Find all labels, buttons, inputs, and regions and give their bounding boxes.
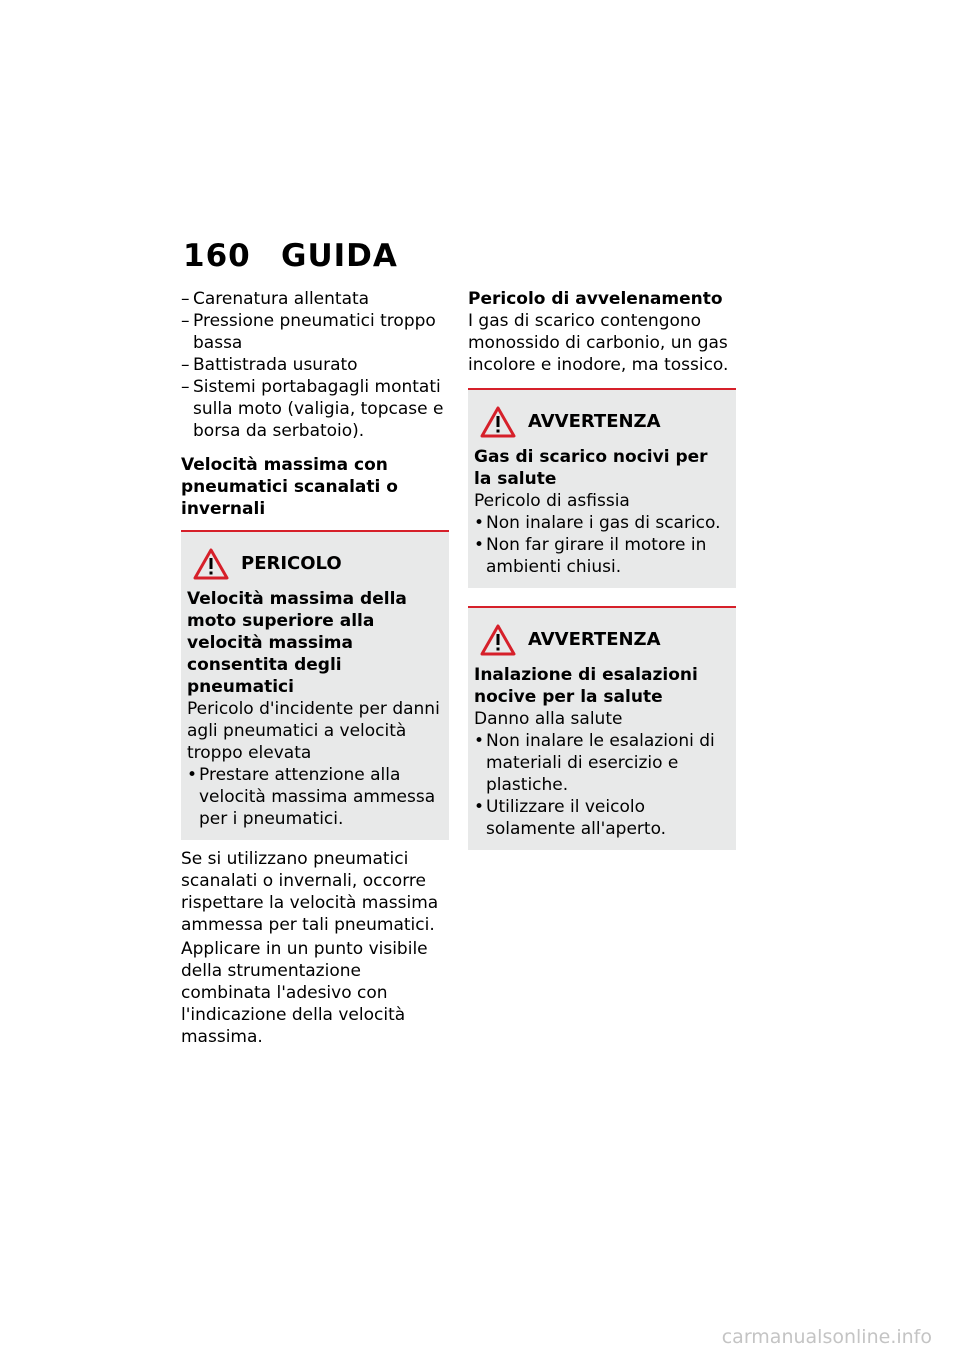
- page-number: 160: [183, 238, 251, 274]
- list-item: – Battistrada usurato: [181, 354, 449, 376]
- warning-box: [468, 388, 736, 588]
- warning-title: Gas di scarico nocivi per la salute: [474, 447, 708, 489]
- list-item: – Pressione pneumatici troppo bassa: [181, 310, 449, 354]
- poison-section-title: Pericolo di avvelenamento: [468, 289, 723, 309]
- list-item: – Carenatura allentata: [181, 288, 449, 310]
- paragraph: Se si utilizzano pneumatici scanalati o invernali, occorre rispettare la velocità massima ammessa per tali pneumatici.: [181, 849, 439, 935]
- cause-list: [181, 288, 449, 442]
- right-column: [468, 288, 736, 850]
- section-title: GUIDA: [281, 238, 398, 274]
- watermark: carmanualsonline.info: [721, 1326, 932, 1348]
- page-header: [183, 238, 398, 274]
- poison-intro: I gas di scarico contengono monossido di carbonio, un gas incolore e inodore, ma tossico.: [468, 311, 729, 375]
- warning-triangle-icon: [480, 406, 516, 438]
- list-item: – Sistemi portabagagli montati sulla moto (valigia, topcase e borsa da serbatoio).: [181, 376, 449, 442]
- list-item: • Non far girare il motore in ambienti chiusi.: [474, 534, 730, 578]
- warning-title: Inalazione di esalazioni nocive per la salute: [474, 665, 698, 707]
- warning-label: AVVERTENZA: [528, 411, 661, 432]
- danger-bullets: [187, 764, 443, 830]
- warning-box: [468, 606, 736, 850]
- warning-text: Pericolo di asfissia: [474, 491, 630, 511]
- danger-label: PERICOLO: [241, 553, 342, 574]
- warning-label: AVVERTENZA: [528, 629, 661, 650]
- left-column: [181, 288, 449, 1048]
- danger-text: Pericolo d'incidente per danni agli pneumatici a velocità troppo elevata: [187, 699, 440, 763]
- list-item: • Prestare attenzione alla velocità massima ammessa per i pneumatici.: [187, 764, 443, 830]
- warning-bullets: [474, 512, 730, 578]
- warning-triangle-icon: [193, 548, 229, 580]
- warning-text: Danno alla salute: [474, 709, 623, 729]
- speed-section-title: Velocità massima con pneumatici scanalati o invernali: [181, 455, 398, 519]
- paragraph: Applicare in un punto visibile della strumentazione combinata l'adesivo con l'indicazione della velocità massima.: [181, 939, 428, 1047]
- warning-bullets: [474, 730, 730, 840]
- danger-title: Velocità massima della moto superiore alla velocità massima consentita degli pneumatici: [187, 589, 407, 697]
- list-item: • Non inalare le esalazioni di materiali di esercizio e plastiche.: [474, 730, 730, 796]
- list-item: • Utilizzare il veicolo solamente all'aperto.: [474, 796, 730, 840]
- list-item: • Non inalare i gas di scarico.: [474, 512, 730, 534]
- danger-box: [181, 530, 449, 840]
- warning-triangle-icon: [480, 624, 516, 656]
